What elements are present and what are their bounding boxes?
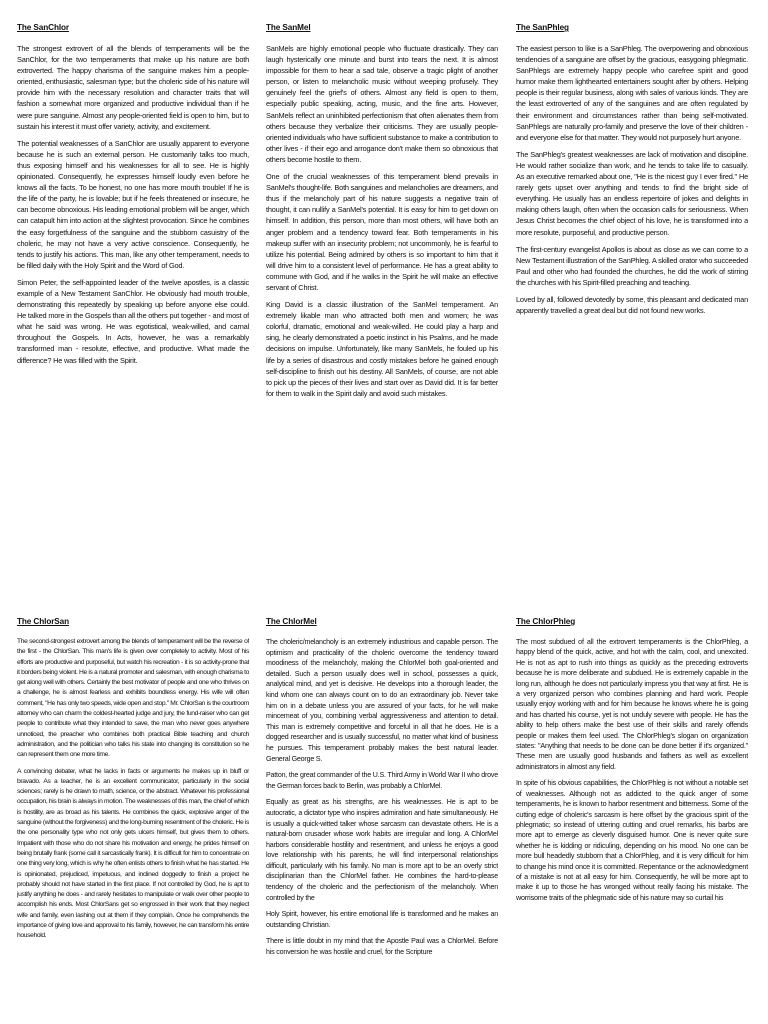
paragraph: The choleric/melancholy is an extremely industrious and capable person. The optimism and practicality of the choleric overcome the tendency toward moodiness of the melancholy, making the ChlorMel both goal-oriented and detailed. Such a person usually does well in school, possesses a quick, analytical mind, and yet is decisive. He develops into a thorough leader, the kind whom one can always count on to do an extraordinary job. Never take him on in a debate unless you are assured of your facts, for he will make mincemeat of you, combining verbal aggressiveness and attention to detail. This man is extremely competitive and forceful in all that he does. He is a dogged researcher and is usually successful, no matter what kind of business he pursues. This temperament probably makes the best natural leader. General George S. [266,638,498,763]
section-sanmel [266,22,498,552]
paragraph: The most subdued of all the extrovert temperaments is the ChlorPhleg, a happy blend of the quick, active, and hot with the calm, cool, and unexcited. He is not as apt to rush into things as quickly as the preceding extroverts because he is more deliberate and subdued. He is extremely capable in the long run, although he does not particularly impress you that way at first. He is a very organized person who combines planning and hard work. People usually enjoy working with and for him because he knows where he is going and has charted his course, yet is not unduly severe with people. He has the ability to help others make the best use of their skills and rarely offends people or makes them feel used. The ChlorPhleg's slogan on organization states: "Anything that needs to be done can be done better if it's organized." These men are usually good husbands and fathers as well as excellent administrators in almost any field. [516,637,748,771]
paragraph: The second-strongest extrovert among the blends of temperament will be the reverse of the first - the ChlorSan. This man's life is given over completely to activity. Most of his efforts are productive and purposeful, but watch his recreation - it is so activity-prone that it borders being violent. He is a natural promoter and salesman, with enough charisma to get along well with others. Certainly the best motivator of people and one who thrives on a challenge, he is almost fearless and exhibits boundless energy. His wife will often comment, "He has only two speeds, wide open and stop." Mr. ChlorSan is the courtroom attorney who can charm the coldest-hearted judge and jury, the fund-raiser who can get people to contribute what they intended to save, the man who never goes anywhere unnoticed, the preacher who combines both practical Bible teaching and church administration, and the politician who talks his state into changing its constitution so he can represent them one more time. [17,638,249,759]
section-heading: The SanPhleg [516,23,569,32]
section-heading: The ChlorSan [17,617,70,626]
paragraph: The easiest person to like is a SanPhleg. The overpowering and obnoxious tendencies of a sanguine are offset by the gracious, easygoing phlegmatic. SanPhlegs are extremely happy people who carefree spirit and good humor make them lighthearted entertainers sought after by others. Helping people is their regular business, along with sales of various kinds. They are the least extroverted of any of the sanguines and are often regulated by their environment and circumstances rather than being self-motivated. SanPhlegs are naturally pro-family and preserve the love of their children - and everyone else for that matter. They would not purposely hurt anyone. [516,44,748,142]
paragraph: Holy Spirit, however, his entire emotional life is transformed and he makes an outstanding Christian. [266,910,498,929]
paragraph: A convincing debater, what he lacks in facts or arguments he makes up in bluff or bravado. As a teacher, he is an excellent communicator, particularly in the social sciences; rarely is he drawn to math, science, or the abstract. Whatever his professional occupation, his brain is always in motion. The weaknesses of this man, the chief of which is hostility, are as broad as his talents. He combines the quick, explosive anger of the sanguine (without the forgiveness) and the long-burning resentment of the choleric. He is the one personality type who not only gets ulcers himself, but gives them to others. Impatient with those who do not share his motivation and energy, he prides himself on being brutally frank (some call it sarcastically frank). It is difficult for him to concentrate on one thing very long, which is why he often enlists others to finish what he has started. He is opinionated, prejudiced, impetuous, and inclined doggedly to finish a project he probably should not have started in the first place. If not controlled by God, he is apt to justify anything he does - and rarely hesitates to manipulate or walk over other people to accomplish his ends. Most ChlorSans get so engrossed in their work that they neglect wife and family, even lashing out at them if they complain. Once he comprehends the importance of giving love and approval to his family, however, he can transform his entire household. [17,767,249,940]
paragraph: There is little doubt in my mind that the Apostle Paul was a ChlorMel. Before his conversion he was hostile and cruel, for the Scripture [266,937,498,957]
paragraph: Patton, the great commander of the U.S. Third Army in World War II who drove the German forces back to Berlin, was probably a ChlorMel. [266,771,498,790]
paragraph: The potential weaknesses of a SanChlor are usually apparent to everyone because he is such an external person. He customarily talks too much, thus exposing himself and his weaknesses for all to see. He is highly opinionated. Consequently, he expresses himself loudly even before he knows all the facts. To be honest, no one has more mouth trouble! If he is the life of the party, he is lovable; but if he feels threatened or insecure, he can become obnoxious. His leading emotional problem will be anger, which can catapult him into action at the slightest provocation. Since he combines the easy forgetfulness of the sanguine and the stubborn casuistry of the choleric, he may not have a very active conscience. Consequently, he tends to justify his actions. This man, like any other temperament, needs to be filled daily with the Holy Spirit and the Word of God. [17,138,249,270]
section-chlorsan [17,616,249,1024]
section-sanchlor [17,22,249,542]
paragraph: The strongest extrovert of all the blends of temperaments will be the SanChlor, for the two temperaments that make up his nature are both extroverted. The happy charisma of the sanguine makes him a people-oriented, enthusiastic, salesman type; but the choleric side of his nature will provide him with the necessary resolution and character traits that will fashion a somewhat more organized and productive individual than if he were pure sanguine. Almost any people-oriented field is open to him, but to sustain his interest it must offer variety, activity, and excitement. [17,44,249,131]
section-chlorphleg [516,616,748,1024]
section-heading: The SanChlor [17,23,70,32]
paragraph: The SanPhleg's greatest weaknesses are lack of motivation and discipline. He would rather socialize than work, and he tends to take life to casually. As an executive remarked about one, "He is the nicest guy I ever fired." He rarely gets upset over anything and tends to find the bright side of everything. He usually has an endless repertoire of jokes and delights in making others laugh, often when the occasion calls for seriousness. When Jesus Christ becomes the chief object of his love, he is transformed into a more resolute, purposeful, and productive person. [516,149,748,237]
paragraph: Equally as great as his strengths, are his weaknesses. He is apt to be autocratic, a dictator type who inspires admiration and hate simultaneously. He is usually a quick-witted talker whose sarcasm can devastate others. He is a natural-born crusader whose work habits are irregular and long. A ChlorMel harbors considerable hostility and resentment, and unless he enjoys a good love relationship with his parents, he will find interpersonal relationships difficult, particularly with his family. No man is more apt to be an overly strict disciplinarian than the ChlorMel father. He combines the hard-to-please tendency of the choleric and the perfectionism of the melancholy. When controlled by the [266,798,498,902]
paragraph: SanMels are highly emotional people who fluctuate drastically. They can laugh hysterically one minute and burst into tears the next. It is almost impossible for them to hear a sad tale, observe a tragic plight of another person, or listen to melancholic music without weeping profusely. They genuinely feel the grief's of others. Almost any field is open to them, especially public speaking, acting, music, and the fine arts. However, SanMels reflect an uninhibited perfectionism that often alienates them from others because they verbalize their criticisms. They are usually people-oriented individuals who have sufficient substance to make a contribution to other lives - if their ego and arrogance don't make them so obnoxious that others become hostile to them. [266,44,498,164]
section-sanphleg [516,22,748,452]
section-heading: The ChlorMel [266,617,317,626]
paragraph: Loved by all, followed devotedly by some, this pleasant and dedicated man apparently travelled a great deal but did not found new works. [516,294,748,316]
paragraph: King David is a classic illustration of the SanMel temperament. An extremely likable man who attracted both men and women; he was colorful, dramatic, emotional and weak-willed. He could play a harp and sing, he clearly demonstrated a poetic instinct in his Psalms, and he made decisions on impulse. Unfortunately, like many SanMels, he fouled up his life by a series of disastrous and costly mistakes before he gained enough self-discipline to finish out his destiny. All SanMels, of course, are not able to pick up the pieces of their lives and start over as David did. It is far better for them to walk in the Spirit daily and avoid such mistakes. [266,300,498,398]
section-chlormel [266,616,498,1024]
section-heading: The ChlorPhleg [516,617,576,626]
paragraph: The first-century evangelist Apollos is about as close as we can come to a New Testament illustration of the SanPhleg. A skilled orator who succeeded Paul and other who had founded the churches, he did the work of stirring the churches with his Spirit-filled preaching and teaching. [516,244,748,287]
paragraph: Simon Peter, the self-appointed leader of the twelve apostles, is a classic example of a New Testament SanChlor. He obviously had mouth trouble, demonstrating this repeatedly by speaking up before anyone else could. He talked more in the Gospels than all the others put together - and most of what he said was wrong. He was egotistical, weak-willed, and carnal throughout the Gospels. In Acts, however, he was a remarkably transformed man - resolute, effective, and productive. What made the difference? He was filled with the Spirit. [17,277,249,365]
paragraph: One of the crucial weaknesses of this temperament blend prevails in SanMel's thought-life. Both sanguines and melancholies are dreamers, and thus if the melancholy part of his nature suggests a negative train of thought, it can nullify a SanMel's potential. It is easy for him to get down on himself. In addition, this person, more than most others, will have both an anger problem and a tendency toward fear. Both temperaments in his makeup suffer with an insecurity problem; not uncommonly, he is fearful to utilize his potential. Being admired by others is so important to him that it will drive him to a consistent level of performance. He has a great ability to commune with God, and if he walks in the Spirit he will make an effective servant of Christ. [266,172,498,292]
section-heading: The SanMel [266,23,311,32]
paragraph: In spite of his obvious capabilities, the ChlorPhleg is not without a notable set of weaknesses. Although not as addicted to the quick anger of some temperaments, he is known to harbor resentment and bitterness. Some of the cutting edge of choleric's sarcasm is here offset by the gracious spirit of the phlegmatic; so instead of uttering cutting and cruel remarks, his barbs are more apt to emerge as cleverly disguised humor. One is never quite sure whether he is kidding or ridiculing, depending on his mood. No one can be more bull headedly stubborn that a ChlorPhleg, and it is very difficult for him to change his mind once it is committed. Repentance or the acknowledgment of a mistake is not at all easy for him. Consequently, he will be more apt to make it up to those he has wronged without really facing his mistake. The worrisome traits of the phlegmatic side of his nature may so curtail his [516,778,748,902]
